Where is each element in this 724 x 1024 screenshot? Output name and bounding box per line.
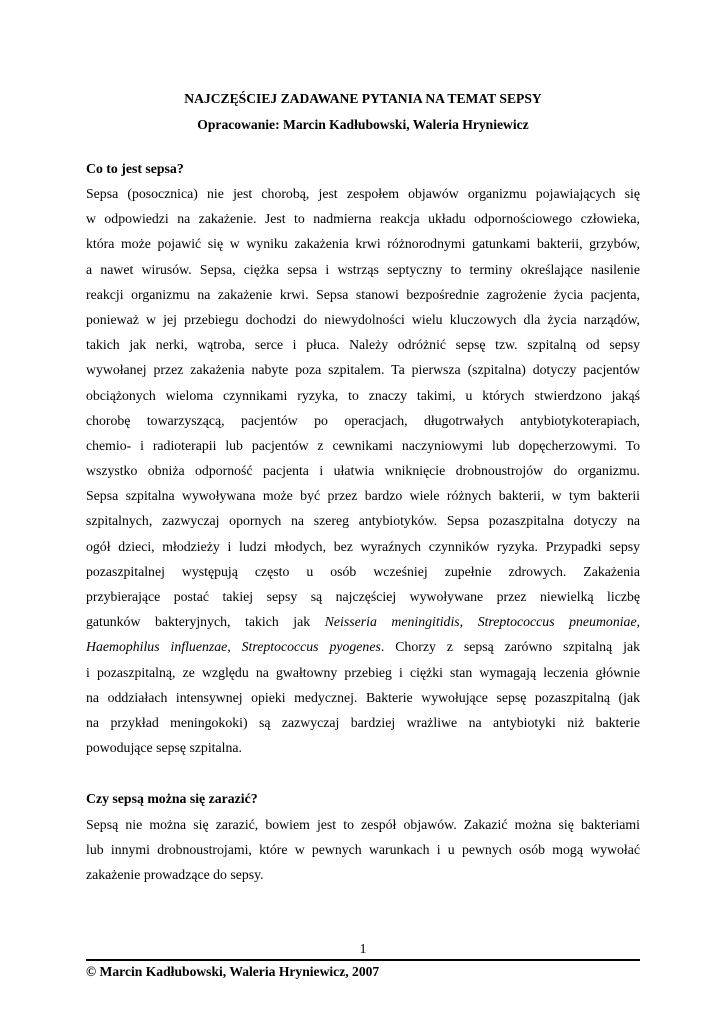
text-line: przybierające postać takiej sepsy są najczęściej wywoływane przez niewielką liczbę	[86, 589, 640, 604]
text-run: gatunków bakteryjnych, takich jak	[86, 614, 325, 630]
text-line: obciążonych wieloma czynnikami ryzyka, to znaczy takimi, u których stwierdzono jakąś	[86, 387, 640, 403]
text-run: ,	[227, 639, 242, 655]
text-run: ,	[459, 614, 478, 630]
text-run: ,	[636, 614, 641, 630]
section-heading: Co to jest sepsa?	[86, 161, 184, 176]
text-line	[86, 609, 640, 634]
section-paragraph	[86, 181, 640, 760]
species-name: Streptococcus pneumoniae	[477, 614, 637, 630]
footer-copyright: © Marcin Kadłubowski, Waleria Hryniewicz, 2007	[86, 964, 380, 979]
text-line: lub innymi drobnoustrojami, które w pewnych warunkach i u pewnych osób mogą wywołać	[86, 842, 640, 858]
document-authors: Opracowanie: Marcin Kadłubowski, Waleria Hryniewicz	[197, 117, 529, 132]
species-name: Streptococcus pyogenes	[241, 639, 381, 655]
text-line: ponieważ w jej przebiegu dochodzi do niewydolności wielu kluczowych dla życia narządów,	[86, 311, 640, 327]
text-line: na przykład meningokoki) są zazwyczaj bardziej wrażliwe na antybiotyki niż bakterie	[86, 714, 640, 730]
text-line: i pozaszpitalną, ze względu na gwałtowny przebieg i ciężki stan wymagają leczenia głównie	[86, 664, 640, 680]
text-line: która może pojawić się w wyniku zakażenia krwi różnorodnymi gatunkami bakterii, grzybów,	[86, 236, 640, 252]
document-title: NAJCZĘŚCIEJ ZADAWANE PYTANIA NA TEMAT SEPSY	[184, 91, 542, 106]
text-line: pozaszpitalnej występują często u osób wcześniej zupełnie zdrowych. Zakażenia	[86, 563, 640, 579]
text-line: Sepsa (posocznica) nie jest chorobą, jest zespołem objawów organizmu pojawiających się	[86, 186, 640, 201]
text-line: takich jak nerki, wątroba, serce i płuca. Należy odróżnić sepsę tzw. szpitalną od sepsy	[86, 337, 640, 353]
text-line	[86, 634, 640, 659]
page-number: 1	[359, 941, 367, 956]
section-heading: Czy sepsą można się zarazić?	[86, 791, 258, 806]
text-line: powodujące sepsę szpitalna.	[86, 740, 242, 756]
species-name: Haemophilus influenzae	[86, 639, 228, 655]
text-run: . Chorzy z sepsą zarówno szpitalną jak	[380, 639, 640, 655]
text-line: Sepsa szpitalna wywoływana może być przez bardzo wiele różnych bakterii, w tym bakterii	[86, 488, 640, 504]
species-name: Neisseria meningitidis	[324, 614, 460, 630]
text-line: w odpowiedzi na zakażenie. Jest to nadmierna reakcja układu odpornościowego człowieka,	[86, 211, 640, 227]
section-paragraph	[86, 812, 640, 888]
text-line: chemio- i radioterapii lub pacjentów z cewnikami naczyniowymi lub dopęcherzowymi. To	[86, 437, 640, 453]
text-line: wywołanej przez zakażenia nabyte poza szpitalem. Ta pierwsza (szpitalna) dotyczy pacjentów	[86, 362, 640, 378]
text-line: na oddziałach intensywnej opieki medycznej. Bakterie wywołujące sepsę pozaszpitalną (jak	[86, 689, 640, 705]
text-line: szpitalnych, zazwyczaj opornych na szereg antybiotyków. Sepsa pozaszpitalna dotyczy na	[86, 513, 640, 529]
text-line: Sepsą nie można się zarazić, bowiem jest to zespół objawów. Zakazić można się bakteriami	[86, 817, 640, 832]
text-line: reakcji organizmu na zakażenie krwi. Sepsa stanowi bezpośrednie zagrożenie życia pacjenta,	[86, 286, 640, 302]
text-line: a nawet wirusów. Sepsa, ciężka sepsa i wstrząs septyczny to terminy określające nasilenie	[86, 261, 640, 277]
text-line: wszystko obniża odporność pacjenta i ułatwia wniknięcie drobnoustrojów do organizmu.	[86, 463, 640, 479]
text-line: ogół dzieci, młodzieży i ludzi młodych, bez wyraźnych czynników ryzyka. Przypadki sepsy	[86, 538, 640, 554]
text-line: chorobę towarzyszącą, pacjentów po operacjach, długotrwałych antybiotykoterapiach,	[86, 412, 640, 428]
footer-divider	[86, 959, 640, 961]
text-line: zakażenie prowadzące do sepsy.	[86, 867, 264, 883]
